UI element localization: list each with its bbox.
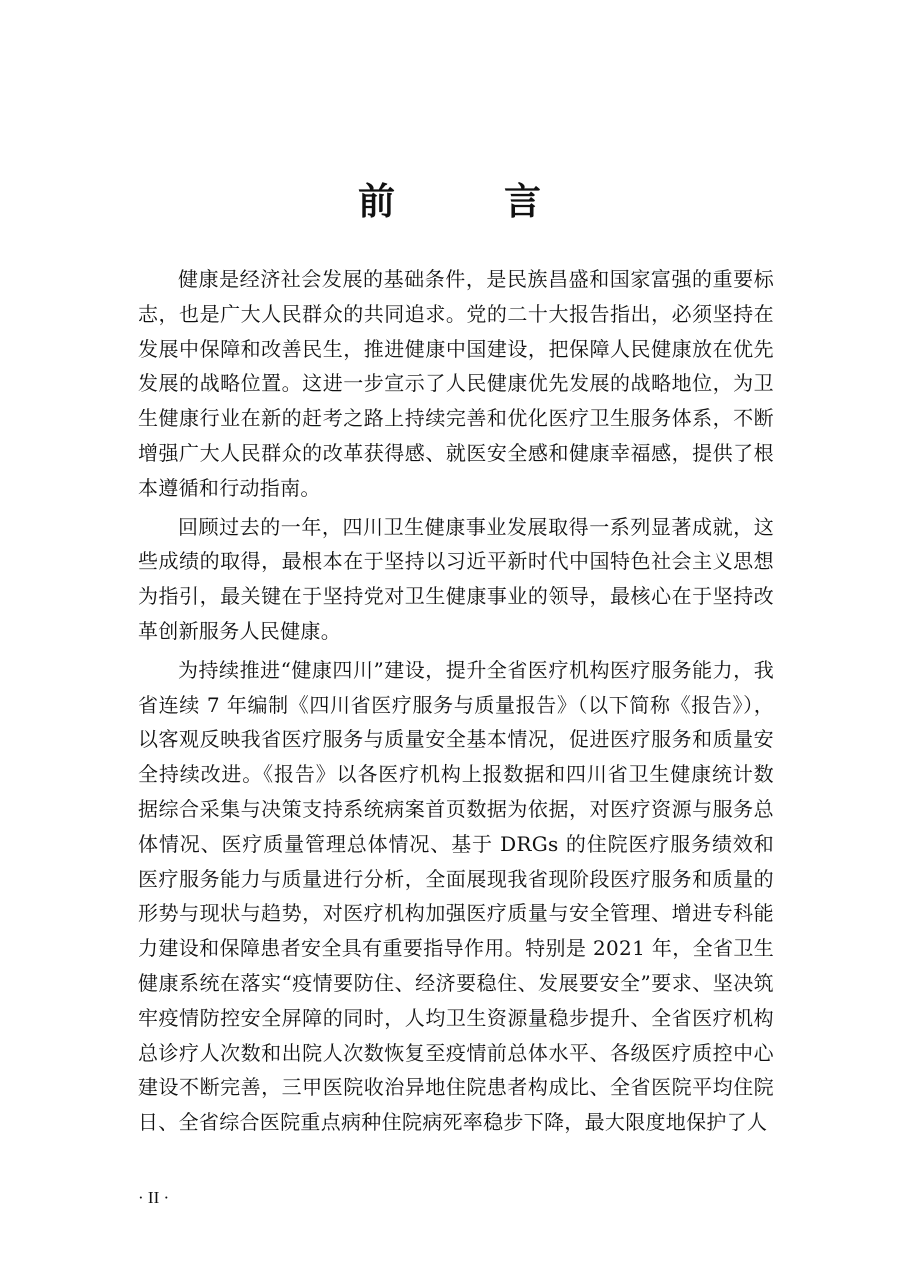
paragraph-2: 回顾过去的一年，四川卫生健康事业发展取得一系列显著成就，这些成绩的取得，最根本在于坚持以习近平新时代中国特色社会主义思想为指引，最关键在于坚持党对卫生健康事业的领导，最核心在于坚持改革创新服务人民健康。 (138, 514, 774, 643)
paragraph-3: 为持续推进“健康四川”建设，提升全省医疗机构医疗服务能力，我省连续 7 年编制《四川省医疗服务与质量报告》（以下简称《报告》），以客观反映我省医疗服务与质量安全基本情况，促进医疗服务和质量安全持续改进。《报告》以各医疗机构上报数据和四川省卫生健康统计数据综合采集与决策支持系统病案首页数据为依据，对医疗资源与服务总体情况、医疗质量管理总体情况、基于 DRGs 的住院医疗服务绩效和医疗服务能力与质量进行分析，全面展现我省现阶段医疗服务和质量的形势与现状与趋势，对医疗机构加强医疗质量与安全管理、增进专科能力建设和保障患者安全具有重要指导作用。特别是 2021 年，全省卫生健康系统在落实“疫情要防住、经济要稳住、发展要安全”要求、坚决筑牢疫情防控安全屏障的同时，人均卫生资源量稳步提升、全省医疗机构总诊疗人次数和出院人次数恢复至疫情前总体水平、各级医疗质控中心建设不断完善，三甲医院收治异地住院患者构成比、全省医院平均住院日、全省综合医院重点病种住院病死率稳步下降，最大限度地保护了人 (138, 657, 774, 1135)
page-number: · II · (138, 1188, 170, 1207)
body-text (138, 262, 774, 1144)
paragraph-1: 健康是经济社会发展的基础条件，是民族昌盛和国家富强的重要标志，也是广大人民群众的共同追求。党的二十大报告指出，必须坚持在发展中保障和改善民生，推进健康中国建设，把保障人民健康放在优先发展的战略位置。这进一步宣示了人民健康优先发展的战略地位，为卫生健康行业在新的赶考之路上持续完善和优化医疗卫生服务体系，不断增强广大人民群众的改革获得感、就医安全感和健康幸福感，提供了根本遵循和行动指南。 (138, 267, 774, 500)
page-title: 前 言 (358, 180, 577, 223)
